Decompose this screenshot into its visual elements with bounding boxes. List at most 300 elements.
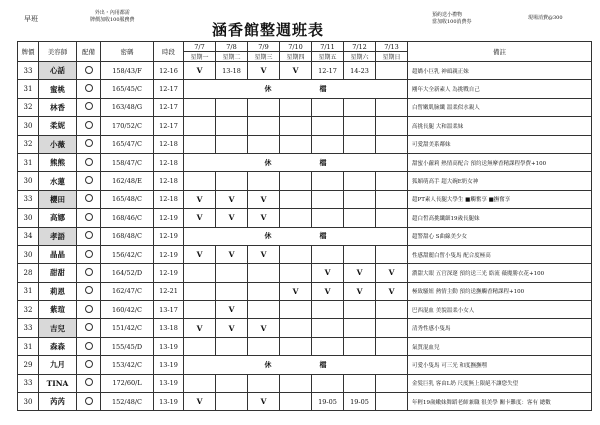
- day-cell: V: [184, 245, 216, 263]
- stylist-name: 林香: [39, 98, 77, 116]
- day-cell: [376, 98, 408, 116]
- day-cell: V: [376, 264, 408, 282]
- config-circle-icon: [85, 121, 93, 129]
- config-cell: [77, 172, 101, 190]
- note-cell: 剛年大全新素人 為挑戰自己: [408, 80, 592, 98]
- day-cell: [248, 135, 280, 153]
- time-slot: 12-17: [154, 117, 184, 135]
- day-cell: [312, 98, 344, 116]
- day-cell: [280, 117, 312, 135]
- service-fee-note: [90, 10, 135, 24]
- note-cell: 白皙嫩肌臉纖 溫柔似水親人: [408, 98, 592, 116]
- price-note: 現場消費@300: [528, 15, 563, 21]
- stylist-name: 蜜桃: [39, 80, 77, 98]
- stylist-name: 孝語: [39, 227, 77, 245]
- price-cell: 31: [18, 282, 39, 300]
- day-cell: V: [280, 62, 312, 80]
- day-cell: V: [216, 319, 248, 337]
- day-cell: [248, 264, 280, 282]
- service-fee-note-line1: 外出・內用都需: [94, 10, 130, 16]
- code-cell: 158/47/C: [101, 153, 154, 171]
- config-cell: [77, 393, 101, 411]
- day-cell: 12-17: [312, 62, 344, 80]
- day-cell: V: [184, 62, 216, 80]
- day-cell: [280, 337, 312, 355]
- day-cell: [216, 337, 248, 355]
- day-cell: V: [248, 209, 280, 227]
- rest-cell: [184, 227, 408, 245]
- rest-cell: [184, 153, 408, 171]
- config-cell: [77, 117, 101, 135]
- day-cell: [216, 374, 248, 392]
- config-cell: [77, 153, 101, 171]
- note-cell: 狐媚萌高手 超大碗E奶女神: [408, 172, 592, 190]
- note-cell: 超嬌小巨乳 神頭親正妹: [408, 62, 592, 80]
- col-name: 美容師: [39, 42, 77, 62]
- stylist-name: 吉兒: [39, 319, 77, 337]
- day-cell: V: [216, 245, 248, 263]
- config-cell: [77, 337, 101, 355]
- table-row: [18, 282, 592, 300]
- note-cell: 超白皙高挑纖細19歲長腿妹: [408, 209, 592, 227]
- day-cell: [248, 117, 280, 135]
- day-cell: [312, 135, 344, 153]
- price-cell: 31: [18, 153, 39, 171]
- time-slot: 12-18: [154, 190, 184, 208]
- code-cell: 163/48/G: [101, 98, 154, 116]
- table-row: [18, 245, 592, 263]
- time-slot: 12-19: [154, 227, 184, 245]
- code-cell: 153/42/C: [101, 356, 154, 374]
- day-cell: [248, 282, 280, 300]
- day-cell: [376, 393, 408, 411]
- stylist-name: 森森: [39, 337, 77, 355]
- day-cell: [184, 374, 216, 392]
- day-cell: V: [184, 209, 216, 227]
- time-slot: 12-19: [154, 245, 184, 263]
- day-cell: V: [184, 319, 216, 337]
- time-slot: 13-19: [154, 393, 184, 411]
- price-cell: 33: [18, 374, 39, 392]
- config-circle-icon: [85, 323, 93, 331]
- day-cell: [312, 319, 344, 337]
- day-cell: [184, 98, 216, 116]
- config-circle-icon: [85, 360, 93, 368]
- code-cell: 156/42/C: [101, 245, 154, 263]
- day-cell: [312, 172, 344, 190]
- day-cell: [280, 374, 312, 392]
- stylist-name: 櫻田: [39, 190, 77, 208]
- config-cell: [77, 209, 101, 227]
- config-circle-icon: [85, 305, 93, 313]
- time-slot: 12-17: [154, 98, 184, 116]
- table-row: [18, 393, 592, 411]
- config-circle-icon: [85, 378, 93, 386]
- config-circle-icon: [85, 176, 93, 184]
- day-cell: V: [280, 282, 312, 300]
- rest-label-b: 檔: [319, 359, 327, 369]
- config-cell: [77, 282, 101, 300]
- page-title: 涵香館整週班表: [212, 21, 325, 39]
- code-cell: 155/45/D: [101, 337, 154, 355]
- time-slot: 12-18: [154, 172, 184, 190]
- config-circle-icon: [85, 250, 93, 258]
- service-fee-note-line2: 牌價加收100服務費: [90, 17, 135, 23]
- code-cell: 170/52/C: [101, 117, 154, 135]
- day-cell: 13-18: [216, 62, 248, 80]
- day-cell: [184, 337, 216, 355]
- price-cell: 32: [18, 135, 39, 153]
- time-slot: 12-18: [154, 135, 184, 153]
- config-circle-icon: [85, 231, 93, 239]
- day-cell: V: [248, 319, 280, 337]
- config-circle-icon: [85, 139, 93, 147]
- day-cell: [376, 172, 408, 190]
- config-circle-icon: [85, 66, 93, 74]
- day-cell: V: [344, 282, 376, 300]
- stylist-name: 柔妮: [39, 117, 77, 135]
- col-date: 7/9: [248, 42, 280, 52]
- rest-cell: [184, 356, 408, 374]
- day-cell: [344, 245, 376, 263]
- table-row: [18, 190, 592, 208]
- day-cell: [184, 301, 216, 319]
- day-cell: [216, 264, 248, 282]
- price-cell: 32: [18, 301, 39, 319]
- time-slot: 13-19: [154, 374, 184, 392]
- time-slot: 12-21: [154, 282, 184, 300]
- day-cell: [248, 98, 280, 116]
- time-slot: 13-17: [154, 301, 184, 319]
- rest-label-a: 休: [264, 157, 272, 167]
- code-cell: 158/43/F: [101, 62, 154, 80]
- day-cell: [344, 374, 376, 392]
- day-cell: V: [344, 264, 376, 282]
- note-cell: 高挑長腿 大和溫柔妹: [408, 117, 592, 135]
- day-cell: [184, 172, 216, 190]
- day-cell: [312, 374, 344, 392]
- col-date: 7/7: [184, 42, 216, 52]
- note-cell: 超PT素人長腿大學生 ■觸奮享 ■撫奮享: [408, 190, 592, 208]
- day-cell: [344, 319, 376, 337]
- table-row: [18, 117, 592, 135]
- day-cell: [376, 374, 408, 392]
- col-code: 密碼: [101, 42, 154, 62]
- day-cell: [248, 374, 280, 392]
- col-cfg: 配備: [77, 42, 101, 62]
- day-cell: [344, 117, 376, 135]
- col-time: 時段: [154, 42, 184, 62]
- config-cell: [77, 62, 101, 80]
- day-cell: [280, 209, 312, 227]
- day-cell: [312, 209, 344, 227]
- day-cell: [184, 282, 216, 300]
- col-day: 星期一: [184, 52, 216, 62]
- note-cell: 清秀性感小隻馬: [408, 319, 592, 337]
- config-circle-icon: [85, 268, 93, 276]
- day-cell: [216, 98, 248, 116]
- day-cell: [344, 190, 376, 208]
- shift-label: 早班: [24, 15, 38, 23]
- code-cell: 168/48/C: [101, 227, 154, 245]
- config-cell: [77, 319, 101, 337]
- config-cell: [77, 227, 101, 245]
- table-row: [18, 62, 592, 80]
- config-circle-icon: [85, 194, 93, 202]
- day-cell: V: [376, 282, 408, 300]
- code-cell: 165/47/C: [101, 135, 154, 153]
- code-cell: 162/48/E: [101, 172, 154, 190]
- day-cell: V: [248, 393, 280, 411]
- config-circle-icon: [85, 158, 93, 166]
- code-cell: 165/48/C: [101, 190, 154, 208]
- schedule-table: [17, 41, 592, 411]
- stylist-name: 小薇: [39, 135, 77, 153]
- col-date: 7/10: [280, 42, 312, 52]
- day-cell: [344, 337, 376, 355]
- price-cell: 33: [18, 62, 39, 80]
- day-cell: [312, 117, 344, 135]
- day-cell: [280, 135, 312, 153]
- col-day: 星期二: [216, 52, 248, 62]
- rest-label-b: 檔: [319, 231, 327, 241]
- note-cell: 可愛小隻馬 可三光 和度撫撫嘿: [408, 356, 592, 374]
- price-cell: 33: [18, 319, 39, 337]
- config-circle-icon: [85, 286, 93, 294]
- day-cell: [376, 337, 408, 355]
- time-slot: 12-16: [154, 62, 184, 80]
- stylist-name: 甜甜: [39, 264, 77, 282]
- config-cell: [77, 80, 101, 98]
- day-cell: 14-23: [344, 62, 376, 80]
- code-cell: 160/42/C: [101, 301, 154, 319]
- day-cell: [376, 117, 408, 135]
- day-cell: [376, 301, 408, 319]
- note-cell: 極致騷妞 熱情主動 預約送撫觸香精課程+100: [408, 282, 592, 300]
- rest-cell: [184, 80, 408, 98]
- day-cell: [216, 393, 248, 411]
- price-cell: 30: [18, 209, 39, 227]
- day-cell: [216, 282, 248, 300]
- day-cell: [344, 209, 376, 227]
- note-cell: 濃甜大眼 五官深邃 預約送三光 絡流 薇魔勝衣花+100: [408, 264, 592, 282]
- time-slot: 13-18: [154, 319, 184, 337]
- config-cell: [77, 356, 101, 374]
- rest-label-a: 休: [264, 84, 272, 94]
- col-note: 備註: [408, 42, 592, 62]
- config-cell: [77, 190, 101, 208]
- table-row: [18, 227, 592, 245]
- col-day: 星期五: [312, 52, 344, 62]
- day-cell: [376, 245, 408, 263]
- code-cell: 168/46/C: [101, 209, 154, 227]
- config-cell: [77, 374, 101, 392]
- day-cell: [184, 264, 216, 282]
- table-row: [18, 135, 592, 153]
- day-cell: [280, 319, 312, 337]
- rest-label-a: 休: [264, 231, 272, 241]
- day-cell: [280, 245, 312, 263]
- day-cell: [216, 172, 248, 190]
- price-cell: 30: [18, 245, 39, 263]
- note-cell: 超警甜心 S曲線美少女: [408, 227, 592, 245]
- day-cell: [184, 117, 216, 135]
- col-day: 星期日: [376, 52, 408, 62]
- table-row: [18, 209, 592, 227]
- stylist-name: TINA: [39, 374, 77, 392]
- code-cell: 162/47/C: [101, 282, 154, 300]
- header: [0, 0, 600, 40]
- day-cell: V: [184, 393, 216, 411]
- time-slot: 12-19: [154, 209, 184, 227]
- table-row: [18, 264, 592, 282]
- price-cell: 33: [18, 190, 39, 208]
- note-cell: 甜蜜小蘿莉 熱情高配合 預約送無摩香精課程學費+100: [408, 153, 592, 171]
- config-circle-icon: [85, 102, 93, 110]
- day-cell: 19-05: [344, 393, 376, 411]
- day-cell: V: [312, 264, 344, 282]
- day-cell: [184, 135, 216, 153]
- day-cell: [344, 98, 376, 116]
- day-cell: V: [216, 209, 248, 227]
- gift-note-line1: 預約送小禮物: [432, 12, 463, 18]
- note-cell: 年輕19歲嫩妹舞蹈老師兼職 很美學 關卡難度：客有 總數: [408, 393, 592, 411]
- day-cell: [344, 172, 376, 190]
- day-cell: [280, 264, 312, 282]
- day-cell: [248, 301, 280, 319]
- day-cell: V: [312, 282, 344, 300]
- day-cell: [280, 172, 312, 190]
- code-cell: 165/45/C: [101, 80, 154, 98]
- table-row: [18, 374, 592, 392]
- day-cell: [376, 62, 408, 80]
- note-cell: 金髮巨乳 客由L奶 尺度無上限絕不讓您失望: [408, 374, 592, 392]
- table-row: [18, 301, 592, 319]
- stylist-name: 芮芮: [39, 393, 77, 411]
- day-cell: [312, 245, 344, 263]
- col-date: 7/12: [344, 42, 376, 52]
- day-cell: [312, 301, 344, 319]
- stylist-name: 熊熊: [39, 153, 77, 171]
- price-cell: 29: [18, 356, 39, 374]
- table-row: [18, 172, 592, 190]
- price-cell: 32: [18, 98, 39, 116]
- col-day: 星期六: [344, 52, 376, 62]
- table-row: [18, 356, 592, 374]
- day-cell: [376, 190, 408, 208]
- stylist-name: 紫瑄: [39, 301, 77, 319]
- time-slot: 12-17: [154, 80, 184, 98]
- config-cell: [77, 98, 101, 116]
- stylist-name: 心話: [39, 62, 77, 80]
- day-cell: [248, 172, 280, 190]
- stylist-name: 莉恩: [39, 282, 77, 300]
- day-cell: [376, 209, 408, 227]
- config-cell: [77, 245, 101, 263]
- rest-label-b: 檔: [319, 157, 327, 167]
- day-cell: 19-05: [312, 393, 344, 411]
- gift-note-line2: 當加收100消費券: [432, 19, 472, 25]
- note-cell: 巴西混血 美貌溫柔小女人: [408, 301, 592, 319]
- day-cell: [248, 337, 280, 355]
- price-cell: 31: [18, 337, 39, 355]
- col-date: 7/8: [216, 42, 248, 52]
- price-cell: 30: [18, 393, 39, 411]
- table-row: [18, 80, 592, 98]
- table-row: [18, 153, 592, 171]
- config-circle-icon: [85, 342, 93, 350]
- config-circle-icon: [85, 397, 93, 405]
- header-row-dates: [18, 42, 592, 52]
- price-cell: 31: [18, 80, 39, 98]
- day-cell: V: [248, 62, 280, 80]
- config-cell: [77, 301, 101, 319]
- stylist-name: 九月: [39, 356, 77, 374]
- stylist-name: 水蓮: [39, 172, 77, 190]
- stylist-name: 高娜: [39, 209, 77, 227]
- rest-label-a: 休: [264, 359, 272, 369]
- day-cell: [280, 301, 312, 319]
- col-date: 7/13: [376, 42, 408, 52]
- note-cell: 性感甜麗白皙小隻馬 配合度極高: [408, 245, 592, 263]
- day-cell: [280, 98, 312, 116]
- rest-label-b: 檔: [319, 84, 327, 94]
- code-cell: 152/48/C: [101, 393, 154, 411]
- day-cell: V: [248, 190, 280, 208]
- day-cell: [344, 135, 376, 153]
- day-cell: [280, 393, 312, 411]
- day-cell: [216, 135, 248, 153]
- code-cell: 151/42/C: [101, 319, 154, 337]
- gift-note: [432, 12, 472, 26]
- config-cell: [77, 135, 101, 153]
- config-cell: [77, 264, 101, 282]
- stylist-name: 晶晶: [39, 245, 77, 263]
- time-slot: 13-19: [154, 356, 184, 374]
- col-no: 牌價: [18, 42, 39, 62]
- note-cell: 氣質混血兒: [408, 337, 592, 355]
- time-slot: 12-19: [154, 264, 184, 282]
- note-cell: 可愛甜美系鄰妹: [408, 135, 592, 153]
- day-cell: V: [184, 190, 216, 208]
- day-cell: V: [248, 245, 280, 263]
- price-cell: 30: [18, 172, 39, 190]
- time-slot: 12-18: [154, 153, 184, 171]
- time-slot: 13-19: [154, 337, 184, 355]
- col-day: 星期三: [248, 52, 280, 62]
- day-cell: [312, 337, 344, 355]
- config-circle-icon: [85, 213, 93, 221]
- config-circle-icon: [85, 84, 93, 92]
- col-day: 星期四: [280, 52, 312, 62]
- day-cell: V: [216, 190, 248, 208]
- table-row: [18, 319, 592, 337]
- price-cell: 30: [18, 117, 39, 135]
- code-cell: 172/60/L: [101, 374, 154, 392]
- price-cell: 28: [18, 264, 39, 282]
- day-cell: [280, 190, 312, 208]
- day-cell: [376, 135, 408, 153]
- day-cell: [344, 301, 376, 319]
- table-row: [18, 98, 592, 116]
- code-cell: 164/52/D: [101, 264, 154, 282]
- day-cell: [216, 117, 248, 135]
- table-row: [18, 337, 592, 355]
- day-cell: V: [216, 301, 248, 319]
- price-cell: 34: [18, 227, 39, 245]
- col-date: 7/11: [312, 42, 344, 52]
- day-cell: [376, 319, 408, 337]
